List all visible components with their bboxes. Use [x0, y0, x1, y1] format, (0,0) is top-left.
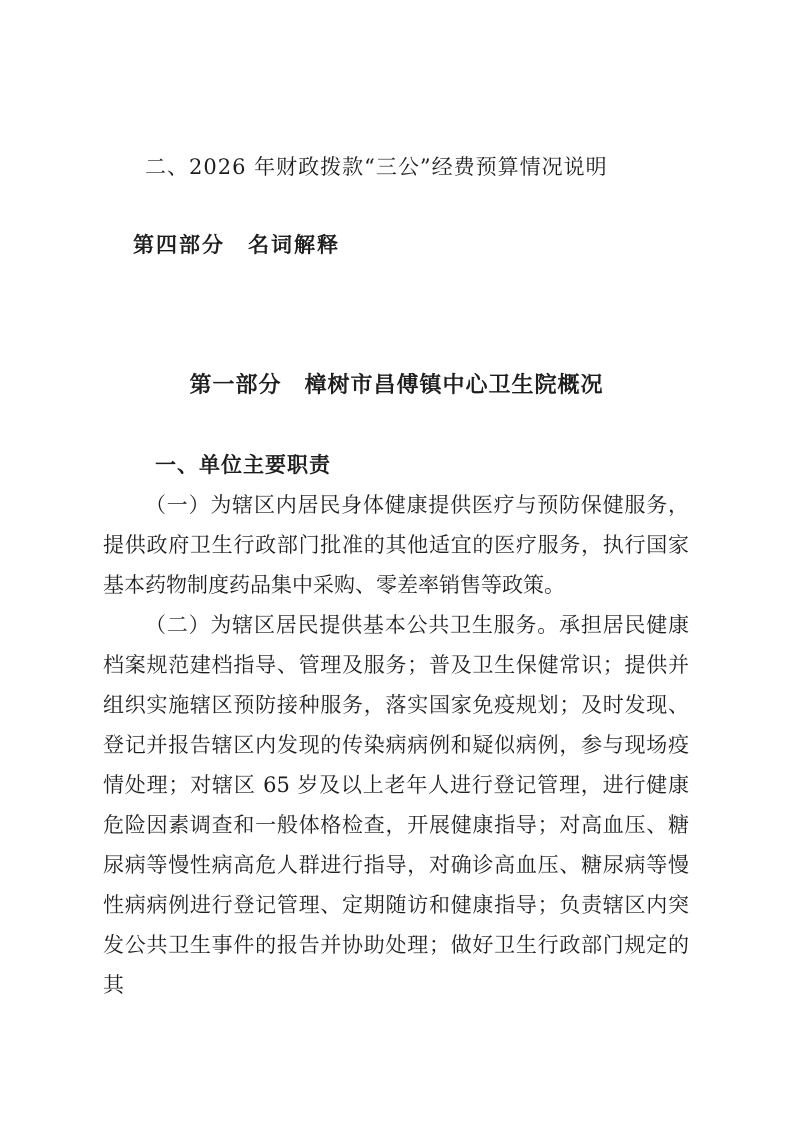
heading-part1-overview: 第一部分 樟树市昌傅镇中心卫生院概况: [189, 373, 604, 398]
heading-unit-main-duties: 一、单位主要职责: [155, 453, 331, 477]
paragraph-duty-1: （一）为辖区内居民身体健康提供医疗与预防保健服务，提供政府卫生行政部门批准的其他适宜的医疗服务，执行国家基本药物制度药品集中采购、零差率销售等政策。: [103, 493, 689, 597]
heading-part4-glossary: 第四部分 名词解释: [133, 233, 340, 257]
paragraph-duty-2: （二）为辖区居民提供基本公共卫生服务。承担居民健康档案规范建档指导、管理及服务；普及卫生保健常识；提供并组织实施辖区预防接种服务，落实国家免疫规划；及时发现、登记并报告辖区内发现的传染病病例和疑似病例，参与现场疫情处理；对辖区 65 岁及以上老年人进行登记管理，进行健康危险因素调查和一般体格检查，开展健康指导；对高血压、糖尿病等慢性病高危人群进行指导，对确诊高血压、糖尿病等慢性病病例进行登记管理、定期随访和健康指导；负责辖区内突发公共卫生事件的报告并协助处理；做好卫生行政部门规定的其: [103, 613, 689, 997]
toc-line-three-public-funds: 二、2026 年财政拨款“三公”经费预算情况说明: [145, 155, 608, 179]
body-text-block: [103, 485, 689, 1005]
